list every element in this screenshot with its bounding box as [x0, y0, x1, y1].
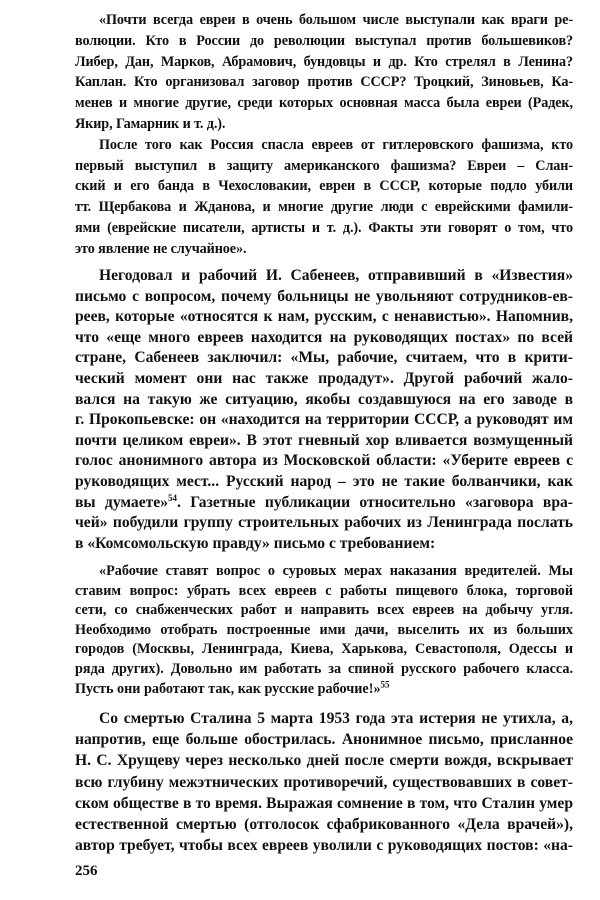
footnote-ref-54: 54: [168, 492, 178, 503]
text-line: вался на такую же ситуацию, якобы создавшуюся на его заводе в: [75, 390, 573, 408]
text-line: ский и его банда в Чехословакии, евреи в СССР, которые подло убили: [75, 178, 573, 195]
text-line: Со смертью Сталина 5 марта 1953 года эта истерия не утихла, а,: [99, 710, 573, 727]
paragraph-1: [75, 266, 573, 554]
text-line: [75, 493, 573, 514]
text-line: тт. Щербакова и Жданова, и многие другие люди с еврейскими фамили-: [75, 199, 573, 216]
text-line: волюции. Кто в России до революции выступал против большевиков?: [75, 32, 573, 49]
text-line: стране, Сабенеев заключил: «Мы, рабочие, считаем, что в крити-: [75, 349, 573, 367]
footnote-ref-55: 55: [380, 678, 390, 689]
text-segment: вы думаете»: [75, 493, 169, 511]
text-segment: Пусть они работают так, как русские рабочие!»: [75, 680, 381, 697]
page-number: 256: [75, 863, 98, 879]
text-line: почти целиком евреи». В этот гневный хор вливается возмущенный: [75, 431, 573, 449]
text-line: в «Комсомольскую правду» письмо с требованием:: [75, 534, 436, 552]
text-line: Каплан. Кто организовал заговор против СССР? Троцкий, Зиновьев, Ка-: [75, 74, 573, 91]
text-line: автор требует, чтобы всех евреев уволили с руководящих постов: «на-: [75, 837, 573, 855]
text-line: что «еще много евреев находится на руководящих постах» по всей: [75, 328, 573, 346]
text-line: руководящих мест... Русский народ – это не такие болванчики, как: [75, 472, 573, 490]
text-line: первый выступил в защиту американского фашизма? Евреи – Слан-: [75, 157, 573, 174]
text-line: «Рабочие ставят вопрос о суровых мерах наказания вредителей. Мы: [99, 563, 573, 579]
text-line: голос анонимного автора из Московской области: «Уберите евреев с: [75, 452, 573, 470]
text-line: После того как Россия спасла евреев от гитлеровского фашизма, кто: [99, 136, 573, 153]
text-line: напротив, еще больше обострилась. Анонимное письмо, присланное: [75, 731, 573, 749]
paragraph-2: [75, 708, 573, 856]
text-line: Якир, Гамарник и т. д.).: [75, 115, 226, 132]
text-line: реев, которые «относятся к нам, русским, с ненавистью». Напомнив,: [75, 308, 573, 326]
text-line: ями (еврейские писатели, артисты и т. д.). Факты эти говорят о том, что: [75, 219, 573, 236]
text-line: сети, со снабженческих работ и направить всех евреев на добычу угля.: [75, 602, 573, 619]
text-line: всю глубину межэтнических противоречий, существовавших в совет-: [75, 773, 573, 791]
text-segment: . Газетные публикации относительно «заговора вра-: [177, 493, 573, 511]
quote-block-1: [75, 10, 573, 260]
text-line: ческий момент они нас также продадут». Другой рабочий жало-: [75, 369, 573, 387]
text-line: [75, 680, 573, 700]
quote-block-2: [75, 562, 573, 699]
text-line: ском обществе в то время. Выражая сомнение в том, что Сталин умер: [75, 794, 573, 812]
text-line: «Почти всегда евреи в очень большом числе выступали как враги ре-: [99, 12, 573, 28]
text-line: г. Прокопьевске: он «находится на территории СССР, а руководят им: [75, 411, 573, 429]
text-line: письмо с вопросом, почему больницы не увольняют сотрудников-ев-: [75, 287, 573, 305]
text-line: Н. С. Хрущеву через несколько дней после смерти вождя, вскрывает: [75, 752, 573, 770]
text-line: Необходимо отобрать построенные ими дачи, выселить их из больших: [75, 621, 573, 638]
text-line: Либер, Дан, Марков, Абрамович, бундовцы и др. Кто стрелял в Ленина?: [75, 53, 573, 70]
text-line: ставим вопрос: убрать всех евреев с работы пищевого блока, торговой: [75, 582, 573, 599]
text-line: менев и многие другие, среди которых основная масса была евреи (Радек,: [75, 95, 573, 112]
text-line: чей» побудили группу строительных рабочих из Ленинграда послать: [75, 514, 573, 532]
text-line: ряда других). Довольно им работать за спиной русского рабочего класса.: [75, 660, 573, 677]
text-line: естественной смертью (отголосок сфабрикованного «Дела врачей»),: [75, 816, 573, 834]
text-line: Негодовал и рабочий И. Сабенеев, отправивший в «Известия»: [99, 267, 573, 284]
text-line: городов (Москвы, Ленинграда, Киева, Харькова, Севастополя, Одессы и: [75, 641, 573, 658]
text-line: это явление не случайное».: [75, 240, 247, 257]
